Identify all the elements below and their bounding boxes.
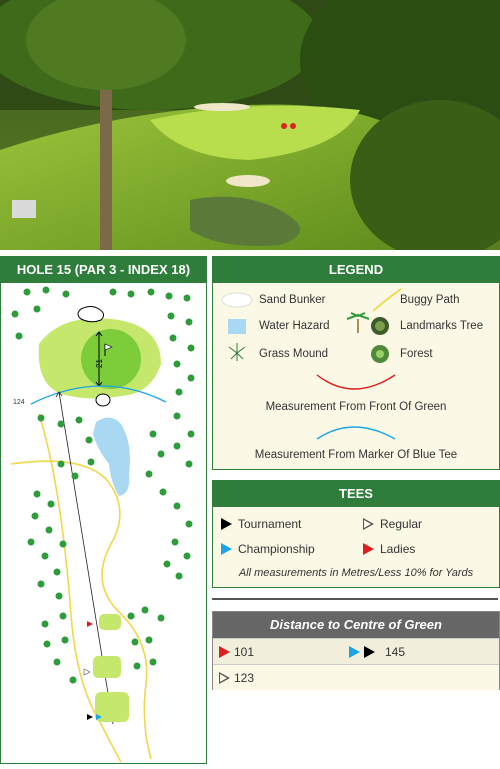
hole-map: [1, 284, 206, 763]
distance-title: Distance to Centre of Green: [213, 612, 499, 638]
legend-water-hazard: Water Hazard: [259, 320, 330, 332]
tournament-triangle-icon: [221, 518, 232, 530]
distance-row: [213, 664, 499, 690]
legend-grass-mound: Grass Mound: [259, 348, 329, 360]
regular-distance: [219, 665, 254, 691]
tee-tournament-label: Tournament: [238, 517, 302, 531]
bunker-back: [78, 307, 104, 322]
tee-box-regular: [93, 656, 121, 678]
bunker-front: [96, 394, 110, 406]
championship-triangle-icon: [221, 543, 232, 555]
blue-tee-arc: [317, 427, 395, 439]
hole-title: HOLE 15 (PAR 3 - INDEX 18): [1, 257, 206, 283]
distance-panel: [212, 611, 500, 690]
water-hazard: [93, 417, 130, 496]
ladies-tee-marker: [87, 621, 93, 627]
legend-front-of-green: Measurement From Front Of Green: [265, 401, 447, 413]
golf-course-photo: [0, 0, 500, 250]
water-hazard-icon: [228, 319, 246, 334]
landmarks-tree-icon: [347, 313, 389, 335]
tee-regular: [363, 517, 422, 531]
tournament-tee-marker: [87, 714, 93, 720]
legend-title: LEGEND: [213, 257, 499, 283]
champ-tournament-distance-value: 145: [385, 645, 406, 659]
tees-title: TEES: [213, 481, 499, 507]
sand-bunker-icon: [222, 293, 252, 307]
green-depth-label: 21: [95, 359, 104, 368]
section-divider: [212, 598, 498, 600]
grass-mound-icon: [229, 343, 245, 361]
regular-triangle-icon: [363, 518, 374, 530]
ladies-triangle-icon: [363, 543, 374, 555]
legend-panel: [212, 256, 500, 470]
tee-championship-label: Championship: [238, 542, 315, 556]
regular-tee-marker: [84, 669, 90, 675]
front-green-arc: [317, 375, 395, 389]
regular-distance-value: 123: [234, 671, 255, 685]
ladies-distance: [219, 639, 254, 665]
ladies-triangle-icon: [219, 646, 230, 658]
legend-buggy-path: Buggy Path: [400, 294, 460, 306]
championship-triangle-icon: [349, 646, 360, 658]
tee-ladies-label: Ladies: [380, 542, 416, 556]
blue-tee-distance: 124: [13, 399, 25, 406]
putting-green: [81, 329, 141, 389]
legend-forest: Forest: [400, 348, 433, 360]
legend-sand-bunker: Sand Bunker: [259, 294, 326, 306]
ladies-distance-value: 101: [234, 645, 255, 659]
legend-blue-tee-marker: Measurement From Marker Of Blue Tee: [254, 449, 458, 461]
tee-regular-label: Regular: [380, 517, 423, 531]
tournament-triangle-icon: [364, 646, 375, 658]
hole-map-panel: [0, 256, 207, 764]
regular-triangle-icon: [219, 672, 230, 684]
tee-ladies: [363, 542, 415, 556]
tee-box-ladies: [99, 614, 121, 630]
legend-landmarks-tree: Landmarks Tree: [400, 320, 484, 332]
tee-tournament: [221, 517, 301, 531]
tees-panel: [212, 480, 500, 588]
distance-row: [213, 638, 499, 664]
champ-tournament-distance: [349, 639, 405, 665]
tee-championship: [221, 542, 315, 556]
buggy-path-icon: [373, 289, 401, 311]
measurements-note: All measurements in Metres/Less 10% for Yards: [238, 567, 474, 579]
